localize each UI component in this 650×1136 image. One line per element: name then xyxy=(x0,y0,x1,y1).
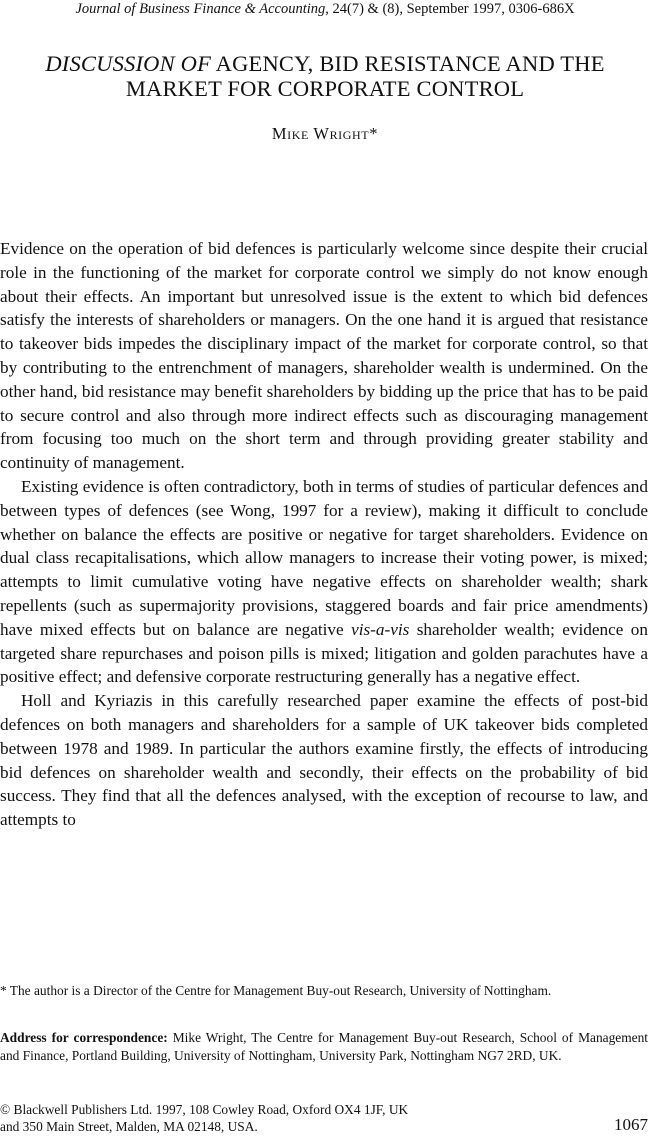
author-name: Mike Wright* xyxy=(271,124,379,143)
address-text: Mike Wright, The Centre for Management Buy-out Research, School of Management and Finance, Portland Building, University of Nottingham, University Park, Nottingham NG7 2RD, UK. xyxy=(0,1030,648,1063)
copyright-notice xyxy=(0,1102,520,1135)
page-number: 1067 xyxy=(614,1115,648,1134)
journal-details: , 24(7) & (8), September 1997, 0306-686X xyxy=(325,1,575,17)
paragraph-2 xyxy=(0,475,648,689)
article-title xyxy=(0,51,650,101)
copyright-line-1: © Blackwell Publishers Ltd. 1997, 108 Cowley Road, Oxford OX4 1JF, UK xyxy=(0,1102,409,1117)
address-label: Address for correspondence: xyxy=(0,1030,168,1045)
journal-name: Journal of Business Finance & Accounting xyxy=(75,1,326,17)
copyright-line-2: and 350 Main Street, Malden, MA 02148, USA. xyxy=(0,1118,258,1134)
paragraph-3: Holl and Kyriazis in this carefully researched paper examine the effects of post-bid defences on both managers and shareholders for a sample of UK takeover bids completed between 1978 and 1989. In particular the authors examine firstly, the effects of introducing bid defences on shareholder wealth and secondly, their effects on the probability of bid success. They find that all the defences analysed, with the exception of recourse to law, and attempts to xyxy=(0,691,648,830)
correspondence-address xyxy=(0,1029,648,1065)
title-main: AGENCY, BID RESISTANCE AND THE MARKET FOR CORPORATE CONTROL xyxy=(125,51,605,101)
title-prefix: DISCUSSION OF xyxy=(45,51,212,76)
article-body xyxy=(0,237,648,832)
paragraph-1: Evidence on the operation of bid defences is particularly welcome since despite their crucial role in the functioning of the market for corporate control we simply do not know enough about their effects. An important but unresolved issue is the extent to which bid defences satisfy the interests of shareholders or managers. On the one hand it is argued that resistance to takeover bids impedes the disciplinary impact of the market for corporate control, so that by contributing to the entrenchment of managers, shareholder wealth is undermined. On the other hand, bid resistance may benefit shareholders by bidding up the price that has to be paid to secure control and also through more indirect effects such as discouraging management from focusing too much on the short term and through providing greater stability and continuity of management. xyxy=(0,239,648,473)
paragraph-2-text-a: Existing evidence is often contradictory, both in terms of studies of particular defences and between types of defences (see Wong, 1997 for a review), making it difficult to conclude whether on balance the effects are positive or negative for target shareholders. Evidence on dual class recapitalisations, which allow managers to increase their voting power, is mixed; attempts to limit cumulative voting have negative effects on shareholder wealth; shark repellents (such as supermajority provisions, staggered boards and fair price amendments) have mixed effects but on balance are negative xyxy=(0,476,648,639)
paragraph-2-italic: vis-a-vis xyxy=(351,619,410,639)
paragraph-2-text-b: shareholder wealth; evidence on targeted share repurchases and poison pills is mixed; litigation and golden parachutes have a positive effect; and defensive corporate restructuring generally has a negative effect. xyxy=(0,619,648,687)
author-footnote: * The author is a Director of the Centre for Management Buy-out Research, University of Nottingham. xyxy=(0,983,552,998)
running-head xyxy=(0,0,650,18)
